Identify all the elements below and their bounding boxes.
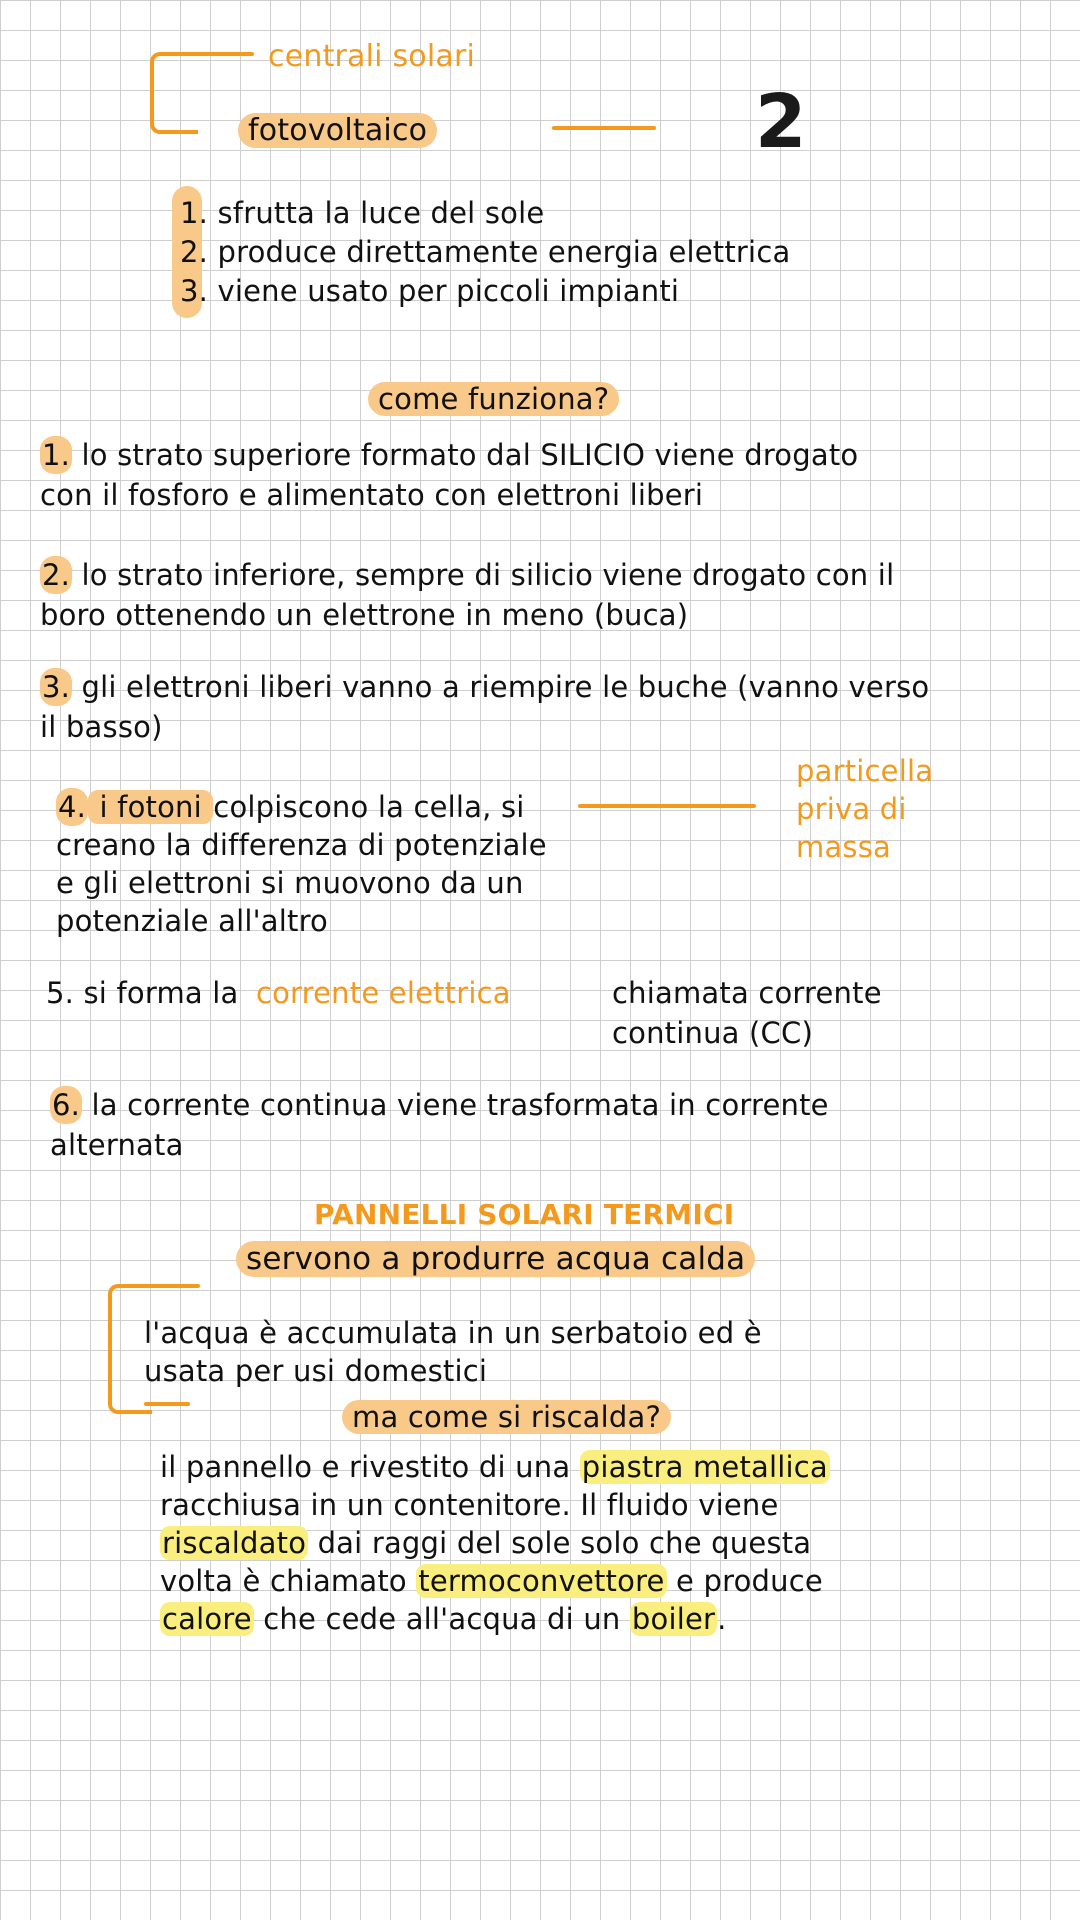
thermal-p5-post: . [717,1602,727,1636]
step-3-line2: il basso) [40,710,163,744]
step-1-number: 1. [42,438,71,472]
photon-note-3: massa [796,830,892,864]
thermal-storage-2: usata per usi domestici [144,1354,488,1388]
step-5-note-1: chiamata corrente [612,976,882,1010]
thermal-subtitle [236,1240,755,1278]
thermal-title: PANNELLI SOLARI TERMICI [314,1198,735,1231]
step-5-note-2: continua (CC) [612,1016,813,1050]
thermal-subtitle-highlight: servono a produrre acqua calda [236,1241,755,1277]
thermal-question [342,1398,671,1436]
thermal-p1-text: il pannello e rivestito di una [160,1450,580,1484]
step-1-line2: con il fosforo e alimentato con elettroni liberi [40,478,704,512]
thermal-p3-text: dai raggi del sole solo che questa [308,1526,812,1560]
riscaldato-highlight: riscaldato [162,1526,307,1560]
thermal-p5 [160,1600,727,1638]
step-4-text: colpiscono la cella, si [213,790,525,824]
how-title [368,380,619,418]
thermal-p4-pre: volta è chiamato [160,1564,417,1598]
page-number: 2 [755,79,807,165]
step-2-line1 [40,556,894,594]
step-2-line2: boro ottenendo un elettrone in meno (buca) [40,598,689,632]
step-6-text: la corrente continua viene trasformata in corrente [82,1088,829,1122]
thermal-p2: racchiusa in un contenitore. Il fluido viene [160,1488,779,1522]
thermal-p4 [160,1562,823,1600]
step-4-line4: potenziale all'altro [56,904,328,938]
thermal-storage-1: l'acqua è accumulata in un serbatoio ed è [144,1316,762,1350]
termoconvettore-highlight: termoconvettore [418,1564,665,1598]
calore-highlight: calore [162,1602,252,1636]
step-3-line1 [40,668,929,706]
boiler-highlight: boiler [631,1602,716,1636]
step-2-number: 2. [42,558,71,592]
subtitle-highlight: fotovoltaico [238,113,437,148]
step-4-line2: creano la differenza di potenziale [56,828,547,862]
thermal-bracket-top [144,1284,200,1288]
thermal-p3 [160,1524,811,1562]
step-4-line3: e gli elettroni si muovono da un [56,866,524,900]
feature-2: 2. produce direttamente energia elettrica [180,235,791,269]
step-4-number: 4. [58,790,87,824]
thermal-question-highlight: ma come si riscalda? [342,1400,671,1434]
step-4-line1 [56,788,525,826]
step-5-line1 [46,974,511,1012]
step-5-text: si forma la [74,976,248,1010]
thermal-bracket-bottom [144,1402,190,1406]
subtitle-line [552,126,656,130]
feature-1: 1. sfrutta la luce del sole [180,196,545,230]
step-5-highlight: corrente elettrica [255,976,511,1010]
header-bracket-top-line [190,52,254,56]
step-5-number: 5. [46,976,75,1010]
step-4-note-line [578,804,756,808]
thermal-p1 [160,1448,830,1486]
step-3-number: 3. [42,670,71,704]
photon-note-1: particella [796,754,934,788]
how-title-highlight: come funziona? [368,382,619,416]
step-3-text: gli elettroni liberi vanno a riempire le buche (vanno verso [72,670,930,704]
header-bracket [150,52,198,134]
thermal-p4-post: e produce [666,1564,823,1598]
thermal-p5-mid: che cede all'acqua di un [253,1602,630,1636]
step-6-line1 [50,1086,829,1124]
feature-3: 3. viene usato per piccoli impianti [180,274,680,308]
step-4-highlight: i fotoni [90,790,212,824]
step-6-number: 6. [52,1088,81,1122]
step-2-text: lo strato inferiore, sempre di silicio viene drogato con il [72,558,895,592]
header-title: centrali solari [268,39,476,74]
step-6-line2: alternata [50,1128,184,1162]
step-1-text: lo strato superiore formato dal SILICIO viene drogato [72,438,859,472]
piastra-highlight: piastra metallica [581,1450,828,1484]
photon-note-2: priva di [796,792,907,826]
header-subtitle [238,112,437,150]
step-1-line1 [40,436,858,474]
